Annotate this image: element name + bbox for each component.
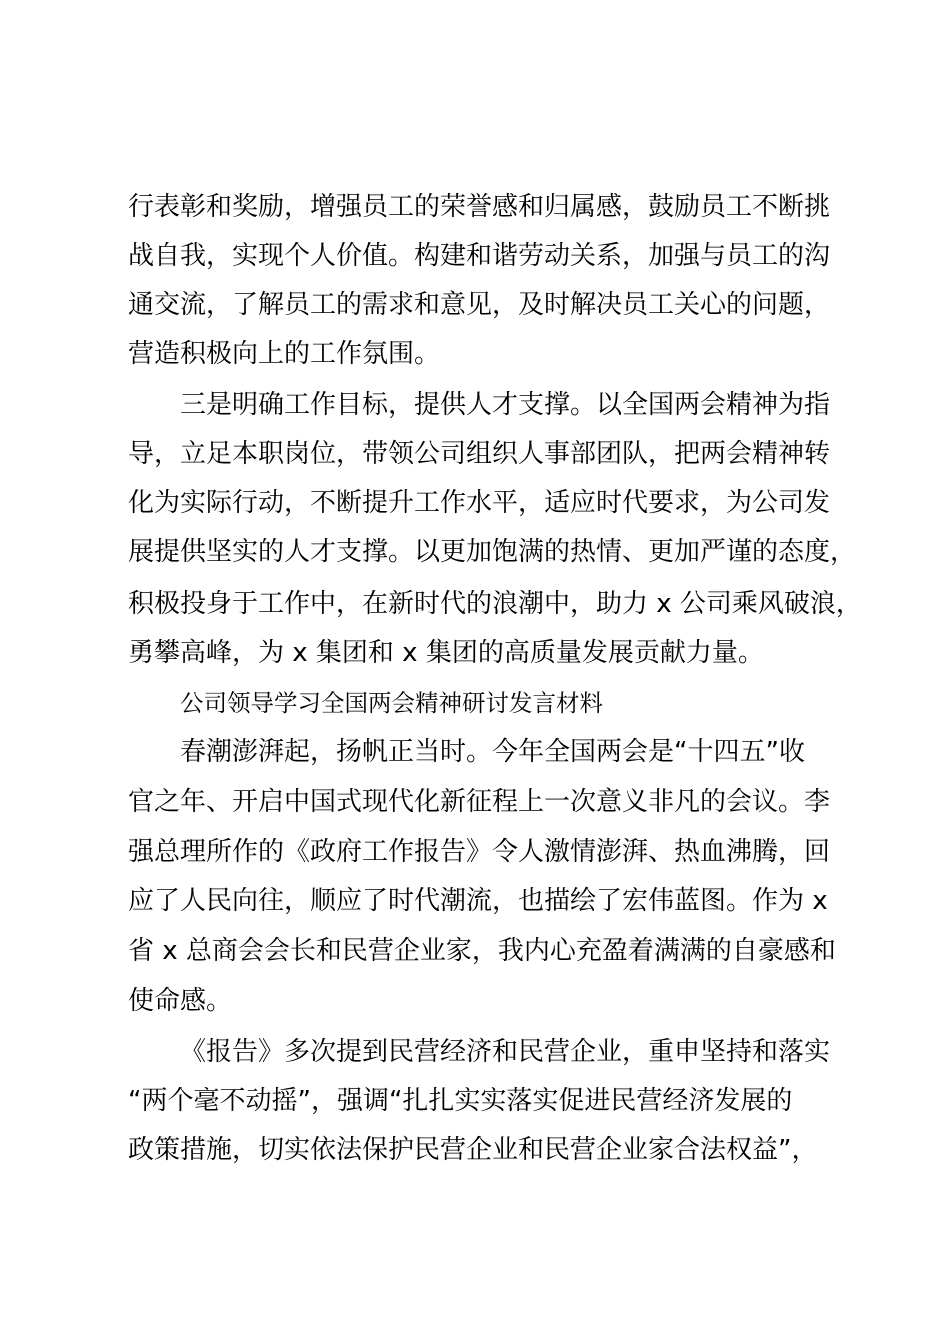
text-line: 积极投身于工作中，在新时代的浪潮中，助力 x 公司乘风破浪， [128, 589, 862, 619]
text-line: 战自我，实现个人价值。构建和谐劳动关系，加强与员工的沟 [128, 241, 831, 271]
text-line: 勇攀高峰，为 x 集团和 x 集团的高质量发展贡献力量。 [128, 638, 764, 668]
text-line: 应了人民向往，顺应了时代潮流，也描绘了宏伟蓝图。作为 x [128, 886, 828, 916]
text-line: 营造积极向上的工作氛围。 [128, 339, 441, 369]
text-line: “两个毫不动摇”，强调“扎扎实实落实促进民营经济发展的 [128, 1086, 793, 1116]
text-line: 省 x 总商会会长和民营企业家，我内心充盈着满满的自豪感和 [128, 936, 836, 966]
text-line: 展提供坚实的人才支撑。以更加饱满的热情、更加严谨的态度， [128, 537, 857, 567]
text-line: 官之年、开启中国式现代化新征程上一次意义非凡的会议。李 [128, 787, 831, 817]
paragraph-first-line: 《报告》多次提到民营经济和民营企业，重申坚持和落实 [180, 1037, 831, 1067]
text-line: 通交流，了解员工的需求和意见，及时解决员工关心的问题， [128, 290, 831, 320]
text-line: 使命感。 [128, 986, 233, 1016]
text-line: 行表彰和奖励，增强员工的荣誉感和归属感，鼓励员工不断挑 [128, 192, 831, 222]
paragraph-first-line: 三是明确工作目标，提供人才支撑。以全国两会精神为指 [180, 390, 831, 420]
paragraph-first-line: 春潮澎湃起，扬帆正当时。今年全国两会是“十四五”收 [180, 737, 805, 767]
text-line: 强总理所作的《政府工作报告》令人激情澎湃、热血沸腾，回 [128, 837, 831, 867]
text-line: 化为实际行动，不断提升工作水平，适应时代要求，为公司发 [128, 488, 831, 518]
text-line: 导，立足本职岗位，带领公司组织人事部团队，把两会精神转 [128, 439, 831, 469]
section-heading: 公司领导学习全国两会精神研讨发言材料 [180, 689, 603, 717]
text-line: 政策措施，切实依法保护民营企业和民营企业家合法权益”， [128, 1135, 818, 1165]
